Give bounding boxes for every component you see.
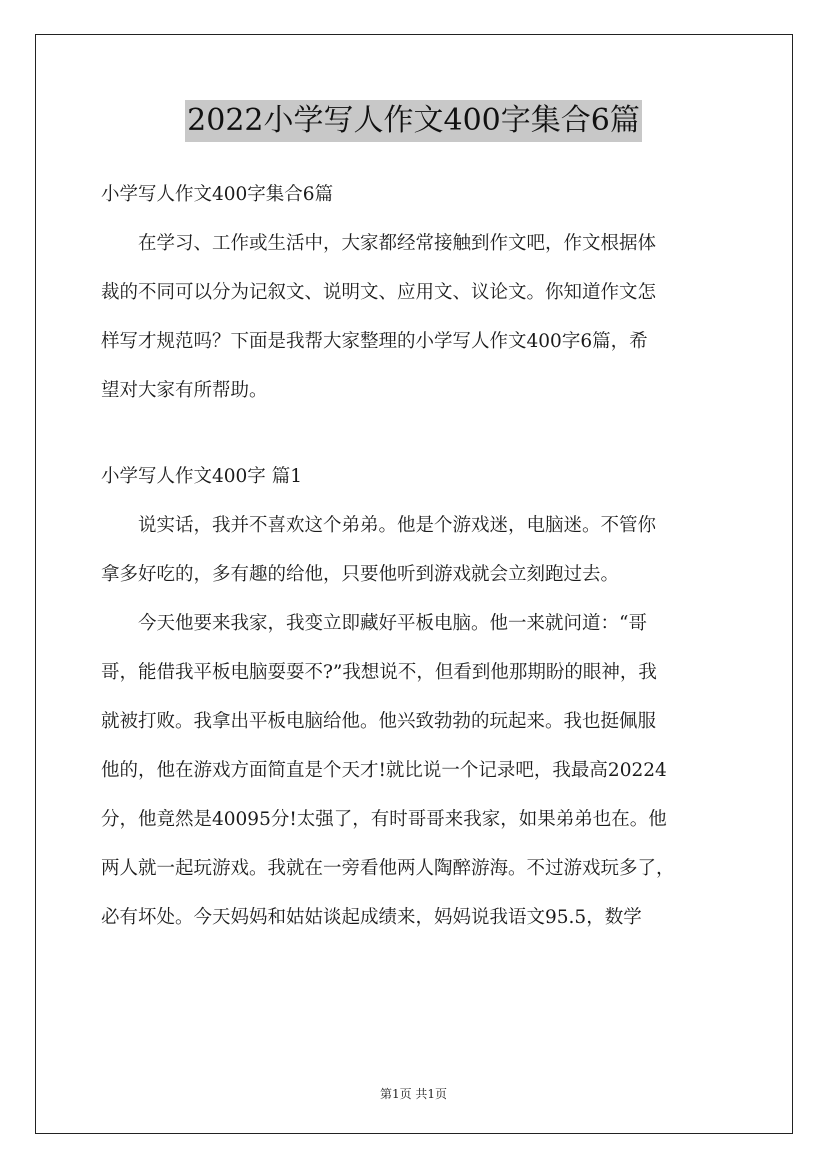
text-line: 望对大家有所帮助。 bbox=[101, 380, 268, 401]
text-line: 在学习、工作或生活中，大家都经常接触到作文吧，作文根据体 bbox=[138, 233, 657, 254]
text-line: 两人就一起玩游戏。我就在一旁看他两人陶醉游海。不过游戏玩多了， bbox=[101, 858, 675, 879]
page-footer bbox=[0, 1085, 827, 1102]
text-line: 就被打败。我拿出平板电脑给他。他兴致勃勃的玩起来。我也挺佩服 bbox=[101, 711, 657, 732]
text-line: 样写才规范吗？下面是我帮大家整理的小学写人作文400字6篇，希 bbox=[101, 331, 648, 352]
text-line: 今天他要来我家，我变立即藏好平板电脑。他一来就问道：“哥 bbox=[138, 613, 647, 634]
text-line: 哥，能借我平板电脑耍耍不?”我想说不，但看到他那期盼的眼神，我 bbox=[101, 662, 657, 683]
intro-paragraph bbox=[101, 219, 741, 415]
text-line: 裁的不同可以分为记叙文、说明文、应用文、议论文。你知道作文怎 bbox=[101, 282, 657, 303]
page-number: 第1页 共1页 bbox=[379, 1087, 448, 1101]
text-line: 他的，他在游戏方面简直是个天才!就比说一个记录吧，我最高20224 bbox=[101, 760, 667, 781]
section-heading: 小学写人作文400字 篇1 bbox=[101, 466, 302, 487]
document-title: 2022小学写人作文400字集合6篇 bbox=[185, 100, 642, 142]
document-body bbox=[101, 170, 741, 942]
text-line: 拿多好吃的，多有趣的给他，只要他听到游戏就会立刻跑过去。 bbox=[101, 564, 620, 585]
title-area bbox=[0, 100, 827, 142]
text-line: 说实话，我并不喜欢这个弟弟。他是个游戏迷，电脑迷。不管你 bbox=[138, 515, 657, 536]
text-line: 必有坏处。今天妈妈和姑姑谈起成绩来，妈妈说我语文95.5，数学 bbox=[101, 907, 642, 928]
text-line: 分，他竟然是40095分!太强了，有时哥哥来我家，如果弟弟也在。他 bbox=[101, 809, 667, 830]
paragraph-1 bbox=[101, 501, 741, 599]
paragraph-2 bbox=[101, 599, 741, 942]
document-subtitle: 小学写人作文400字集合6篇 bbox=[101, 184, 334, 205]
